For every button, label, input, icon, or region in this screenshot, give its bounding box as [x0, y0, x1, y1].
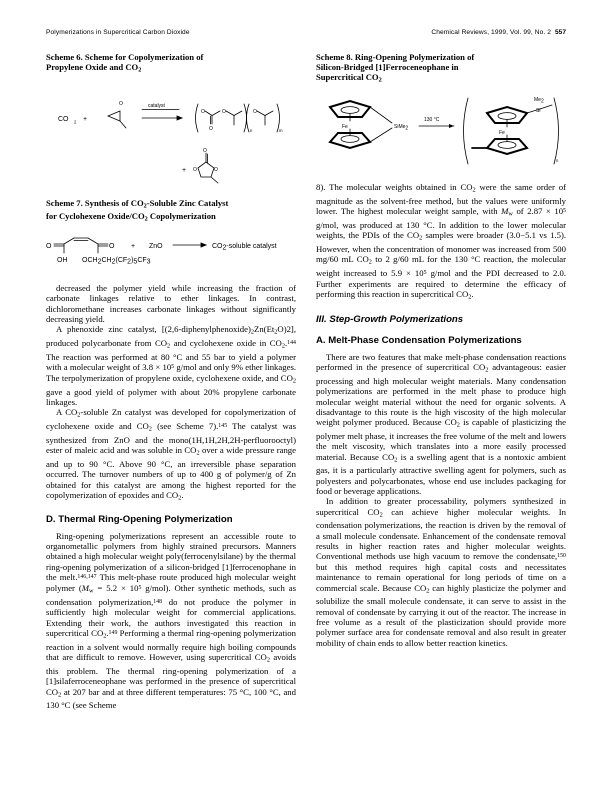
scheme-8 — [316, 52, 566, 176]
heading-section-d: D. Thermal Ring-Opening Polymerization — [46, 513, 233, 525]
heading-section-a: A. Melt-Phase Condensation Polymerizations — [316, 334, 522, 346]
scheme-7-title-line2: for Cyclohexene Oxide/CO — [46, 211, 145, 222]
scheme-6-o-e: O — [203, 147, 207, 154]
right-column — [316, 52, 566, 648]
heading-section-iii: III. Step-Growth Polymerizations — [316, 313, 464, 325]
scheme-6-co2-label: CO — [58, 115, 69, 123]
left-paragraph-2: A phenoxide zinc catalyst, $[(2,6-diphenylphenoxide)_2Zn(Et_2O)2]$, produced polycarbonate from $CO_2$ and cyclohexene oxide in $CO_2.^{144}$ The reaction was performed at 80 °C and 55 bar to yield a polymer with a molecular weight of $3.8 \times 10^5$ g/mol and only 9% ether linkages. The terpolymerization of propylene oxide, cyclohexene oxide, and $CO_2$ gave a good yield of polymer with about 20% propylene carbonate linkages. — [46, 324, 296, 407]
scheme-6-svg — [46, 80, 296, 192]
scheme-6-title-sub: 2 — [138, 66, 142, 74]
scheme-6-epoxide-o: O — [119, 100, 123, 107]
scheme-7-plus: + — [131, 242, 136, 250]
scheme-7-title-rest2: Copolymerization — [147, 211, 216, 222]
running-head-right-wrap — [431, 28, 566, 37]
scheme-6-o-b: O — [222, 108, 226, 115]
scheme-8-svg — [316, 90, 566, 176]
scheme-8-sime2: SiMe2 — [394, 123, 409, 132]
scheme-7-title-sub1: 2 — [143, 202, 147, 210]
scheme-7-title-line1: Scheme 7. Synthesis of CO — [46, 197, 144, 208]
scheme-6-condition: catalyst — [148, 102, 165, 109]
right-paragraph-1: 8). The molecular weights obtained in $CO_2$ were the same order of magnitude as the solvent-free method, but the values were uniformly lower. The highest molecular weight sample, with $M_w$ of $2.87 \times 10^5$ g/mol, was produced at 130 °C. In addition to the lower molecular weights, the PDIs of the $CO_2$ samples were broader (3.0−5.1 vs 1.5). However, when the concentration of monomer was increased from 500 mg/60 mL $CO_2$ to 2 g/60 mL for the 130 °C reaction, the molecular weight increased to $5.9 \times 10^5$ g/mol and the PDI decreased to 2.0. Further experiments are required to determine the efficacy of performing this reaction in supercritical $CO_2$. — [316, 181, 567, 301]
scheme-6-co2-sub: 2 — [74, 119, 77, 125]
running-head-right: Chemical Reviews, 1999, Vol. 99, No. 2 — [431, 29, 551, 36]
scheme-7-zno: ZnO — [149, 242, 163, 250]
scheme-8-title-line1: Scheme 8. Ring-Opening Polymerization of — [316, 52, 475, 62]
scheme-7-oh: OH — [57, 256, 68, 264]
right-paragraph-3: In addition to greater processability, polymers synthesized in supercritical $CO_2$ can achieve higher molecular weights. In condensation polymerizations, the reaction is driven by the removal of a small molecule condensate. Enhancement of the condensate removal results in higher reaction rates and higher molecular weights. Conventional methods use high vacuum to remove the condensate,$^{150}$ but this method requires high capital costs and necessitates maintenance to remain operational for long periods of time on a commercial scale. Because $CO_2$ can highly plasticize the polymer and solubilize the small molecule condensate, it can serve to assist in the removal of condensate by carrying it out of the reactor. The increase in free volume as a result of the plasticization should provide more polymer surface area for condensate removal and also result in greater mobility of chain ends to allow better reaction kinetics. — [316, 496, 566, 648]
scheme-6 — [46, 52, 296, 192]
left-column — [46, 52, 296, 711]
scheme-7-product: CO2-soluble catalyst — [212, 242, 277, 252]
scheme-6-o-a: O — [201, 108, 205, 115]
scheme-6-title — [46, 52, 296, 76]
scheme-8-figure — [316, 90, 566, 176]
left-paragraph-3: A $CO_2$-soluble Zn catalyst was developed for copolymerization of cyclohexene oxide and $CO_2$ (see Scheme 7).$^{145}$ The catalyst was synthesized from ZnO and the mono(1H,1H,2H,2H-perfluorooctyl) ester of maleic acid and was soluble in $CO_2$ over a wide pressure range and up to 90 °C. Above 90 °C, an irreversible phase separation occurred. The turnover numbers of up to 400 g of polymer/g of Zn obtained for this catalyst are among the highest reported for the copolymerization of epoxides and $CO_2$. — [46, 407, 297, 502]
scheme-6-title-line2: Propylene Oxide and CO — [46, 62, 139, 73]
scheme-8-n-label: n — [556, 157, 559, 163]
scheme-6-o-g: O — [214, 166, 218, 173]
scheme-8-title-sub: 2 — [378, 76, 382, 84]
scheme-7-title — [46, 198, 296, 225]
page-number: 557 — [554, 29, 566, 36]
scheme-8-fe-left: Fe — [342, 123, 348, 130]
scheme-7-o-right: O — [109, 242, 115, 250]
scheme-7-fluorochain: OCH2CH2(CF2)5CF3 — [82, 256, 151, 266]
scheme-7-o-left: O — [46, 242, 52, 250]
scheme-7-figure — [46, 229, 296, 277]
left-paragraph-1: decreased the polymer yield while increasing the fraction of carbonate linkages relative to ether linkages. In contrast, dichloromethane increases carbonate linkages without significantly decreasing yield. — [46, 282, 296, 324]
scheme-8-title-line2: Silicon-Bridged [1]Ferroceneophane in — [316, 62, 459, 73]
scheme-6-n-label: n — [250, 127, 253, 133]
scheme-7 — [46, 198, 296, 277]
scheme-8-si: Si — [536, 107, 541, 114]
scheme-7-title-sub2: 2 — [144, 215, 148, 223]
scheme-6-plus: + — [83, 115, 88, 123]
scheme-8-condition: 130 °C — [424, 116, 440, 123]
scheme-7-title-rest1: -Soluble Zinc Catalyst — [146, 197, 229, 208]
scheme-6-title-line1: Scheme 6. Scheme for Copolymerization of — [46, 52, 204, 62]
scheme-6-o-c: O — [209, 125, 213, 132]
scheme-6-plus2: + — [182, 166, 187, 174]
scheme-7-svg — [46, 229, 296, 277]
running-head — [46, 28, 566, 37]
scheme-6-m-label: m — [279, 127, 283, 133]
scheme-8-title-line3: Supercritical CO — [316, 72, 379, 83]
scheme-8-title — [316, 52, 566, 86]
running-head-left: Polymerizations in Supercritical Carbon Dioxide — [46, 29, 190, 36]
left-paragraph-4: Ring-opening polymerizations represent an accessible route to organometallic polymers from highly strained precursors. Manners obtained a high molecular weight poly(ferrocenylsilane) by the thermal ring-opening polymerization of a silicon-bridged [1]ferrocenophane in the melt.$^{146,147}$ This melt-phase route produced high molecular weight polymer ($M_w = 5.2 \times 10^5$ g/mol). Other synthetic methods, such as condensation polymerization,$^{148}$ do not produce the polymer in sufficiently high molecular weight for commercial applications. Extending their work, the authors investigated this reaction in supercritical $CO_2.^{149}$ Performing a thermal ring-opening polymerization reaction in a solvent would normally require high boiling compounds that are difficult to remove. However, using supercritical $CO_2$ avoids this problem. The thermal ring-opening polymerization of a [1]silaferroceneophane was performed in the presence of supercritical $CO_2$ at 207 bar and at three different temperatures: 75 °C, 100 °C, and 130 °C (see Scheme — [46, 530, 297, 711]
scheme-6-o-d: O — [253, 108, 257, 115]
scheme-8-me2: Me2 — [534, 96, 544, 105]
scheme-6-figure — [46, 80, 296, 192]
right-paragraph-2: There are two features that make melt-phase condensation reactions performed in the presence of supercritical $CO_2$ advantageous: easier processing and high molecular weight materials. Many condensation polymerizations are performed in the melt phase to produce high molecular weight material without the need for organic solvents. A disadvantage to this route is the high viscosity of the high molecular weight polymer produced. Because $CO_2$ is capable of plasticizing the polymer melt phase, it increases the free volume of the melt and lowers the melt viscosity, which translates into a more easily processed material. Because $CO_2$ is a swelling agent that is a nontoxic ambient gas, it is a particularly attractive swelling agent for polymers, such as polyesters and polycarbonates, whose end use includes packaging for food or beverage applications. — [316, 351, 566, 496]
scheme-6-o-f: O — [193, 166, 197, 173]
scheme-8-fe-right: Fe — [499, 129, 505, 136]
